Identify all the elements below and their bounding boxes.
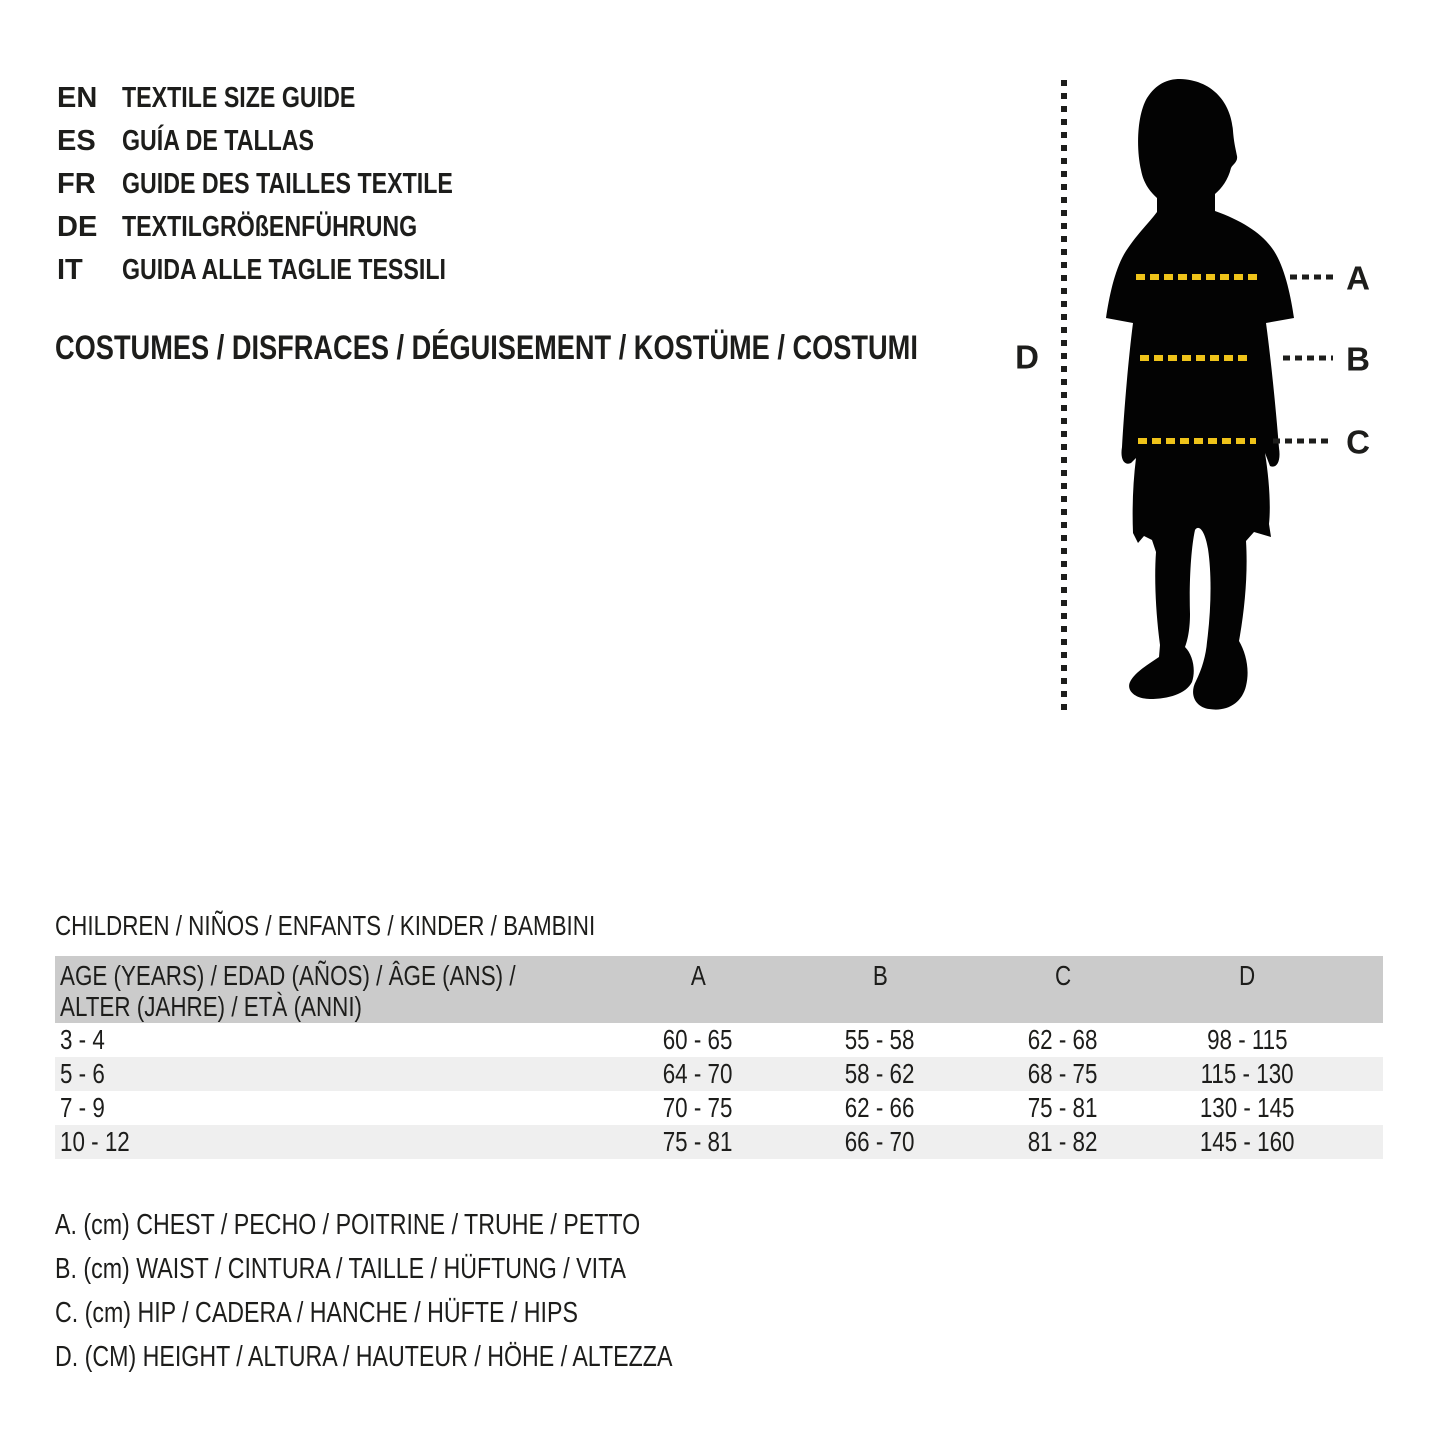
hip-value: 75 - 81	[1028, 1092, 1098, 1123]
category-title-text: COSTUMES / DISFRACES / DÉGUISEMENT / KOSTÜME / COSTUMI	[55, 329, 918, 367]
column-header-a-text: A	[690, 960, 706, 991]
table-row	[55, 1023, 1383, 1057]
age-value: 7 - 9	[60, 1092, 105, 1123]
language-title: TEXTILGRÖßENFÜHRUNG	[122, 211, 418, 243]
language-code: DE	[57, 211, 98, 243]
legend-text: D. (CM) HEIGHT / ALTURA / HAUTEUR / HÖHE / ALTEZZA	[55, 1341, 673, 1373]
age-header-line2: ALTER (JAHRE) / ETÀ (ANNI)	[60, 991, 363, 1022]
chest-value: 64 - 70	[663, 1058, 733, 1089]
waist-cell	[790, 1126, 970, 1158]
age-cell	[55, 1092, 606, 1124]
column-header-b-text: B	[872, 960, 888, 991]
table-row	[55, 1091, 1383, 1125]
chest-cell	[606, 1024, 790, 1056]
legend-line-height	[55, 1335, 827, 1379]
children-size-table	[55, 956, 1383, 1159]
child-silhouette	[1106, 79, 1294, 710]
column-header-c	[970, 956, 1156, 1023]
column-header-c-text: C	[1054, 960, 1072, 991]
legend-line-waist	[55, 1247, 827, 1291]
chest-cell	[606, 1058, 790, 1090]
section-title-text: CHILDREN / NIÑOS / ENFANTS / KINDER / BAMBINI	[55, 910, 596, 941]
age-header-cell	[55, 956, 606, 1023]
column-header-d-text: D	[1239, 960, 1256, 991]
table-header-row	[55, 956, 1383, 1023]
age-cell	[55, 1058, 606, 1090]
hip-cell	[970, 1126, 1156, 1158]
hip-value: 81 - 82	[1028, 1126, 1098, 1157]
language-code: FR	[57, 168, 96, 200]
language-code: EN	[57, 82, 98, 114]
legend-text: C. (cm) HIP / CADERA / HANCHE / HÜFTE / HIPS	[55, 1297, 578, 1329]
hip-value: 68 - 75	[1028, 1058, 1098, 1089]
hip-cell	[970, 1058, 1156, 1090]
legend-text: B. (cm) WAIST / CINTURA / TAILLE / HÜFTUNG / VITA	[55, 1253, 627, 1285]
chest-cell	[606, 1092, 790, 1124]
table-row	[55, 1057, 1383, 1091]
label-a: A	[1346, 259, 1370, 297]
height-value: 115 - 130	[1201, 1058, 1294, 1089]
language-code: IT	[57, 254, 83, 286]
legend-line-hip	[55, 1291, 827, 1335]
legend-text: A. (cm) CHEST / PECHO / POITRINE / TRUHE / PETTO	[55, 1209, 641, 1241]
waist-cell	[790, 1058, 970, 1090]
age-value: 3 - 4	[60, 1024, 105, 1055]
hip-cell	[970, 1092, 1156, 1124]
language-title: GUIDA ALLE TAGLIE TESSILI	[122, 254, 446, 286]
column-header-a	[606, 956, 790, 1023]
age-value: 10 - 12	[60, 1126, 130, 1157]
waist-cell	[790, 1092, 970, 1124]
chest-value: 60 - 65	[663, 1024, 733, 1055]
label-b: B	[1346, 340, 1370, 378]
waist-value: 58 - 62	[845, 1058, 915, 1089]
age-cell	[55, 1126, 606, 1158]
language-title: GUÍA DE TALLAS	[122, 125, 315, 157]
age-header-line1: AGE (YEARS) / EDAD (AÑOS) / ÂGE (ANS) /	[60, 960, 516, 991]
height-value: 130 - 145	[1200, 1092, 1295, 1123]
height-value: 145 - 160	[1200, 1126, 1295, 1157]
height-cell	[1156, 1126, 1383, 1158]
height-cell	[1156, 1024, 1383, 1056]
legend-line-chest	[55, 1203, 827, 1247]
height-cell	[1156, 1092, 1383, 1124]
language-title: GUIDE DES TAILLES TEXTILE	[122, 168, 453, 200]
height-cell	[1156, 1058, 1383, 1090]
waist-cell	[790, 1024, 970, 1056]
label-c: C	[1346, 423, 1370, 461]
age-value: 5 - 6	[60, 1058, 105, 1089]
chest-value: 70 - 75	[663, 1092, 733, 1123]
column-header-b	[790, 956, 970, 1023]
waist-value: 66 - 70	[845, 1126, 915, 1157]
column-header-d	[1156, 956, 1383, 1023]
language-code: ES	[57, 125, 96, 157]
hip-cell	[970, 1024, 1156, 1056]
waist-value: 62 - 66	[845, 1092, 915, 1123]
chest-cell	[606, 1126, 790, 1158]
age-cell	[55, 1024, 606, 1056]
chest-value: 75 - 81	[663, 1126, 733, 1157]
height-value: 98 - 115	[1207, 1024, 1288, 1055]
table-row	[55, 1125, 1383, 1159]
waist-value: 55 - 58	[845, 1024, 915, 1055]
label-d: D	[1015, 338, 1039, 376]
section-title-children	[55, 910, 730, 942]
hip-value: 62 - 68	[1028, 1024, 1098, 1055]
language-title: TEXTILE SIZE GUIDE	[122, 82, 356, 114]
measurement-legend	[55, 1203, 827, 1379]
